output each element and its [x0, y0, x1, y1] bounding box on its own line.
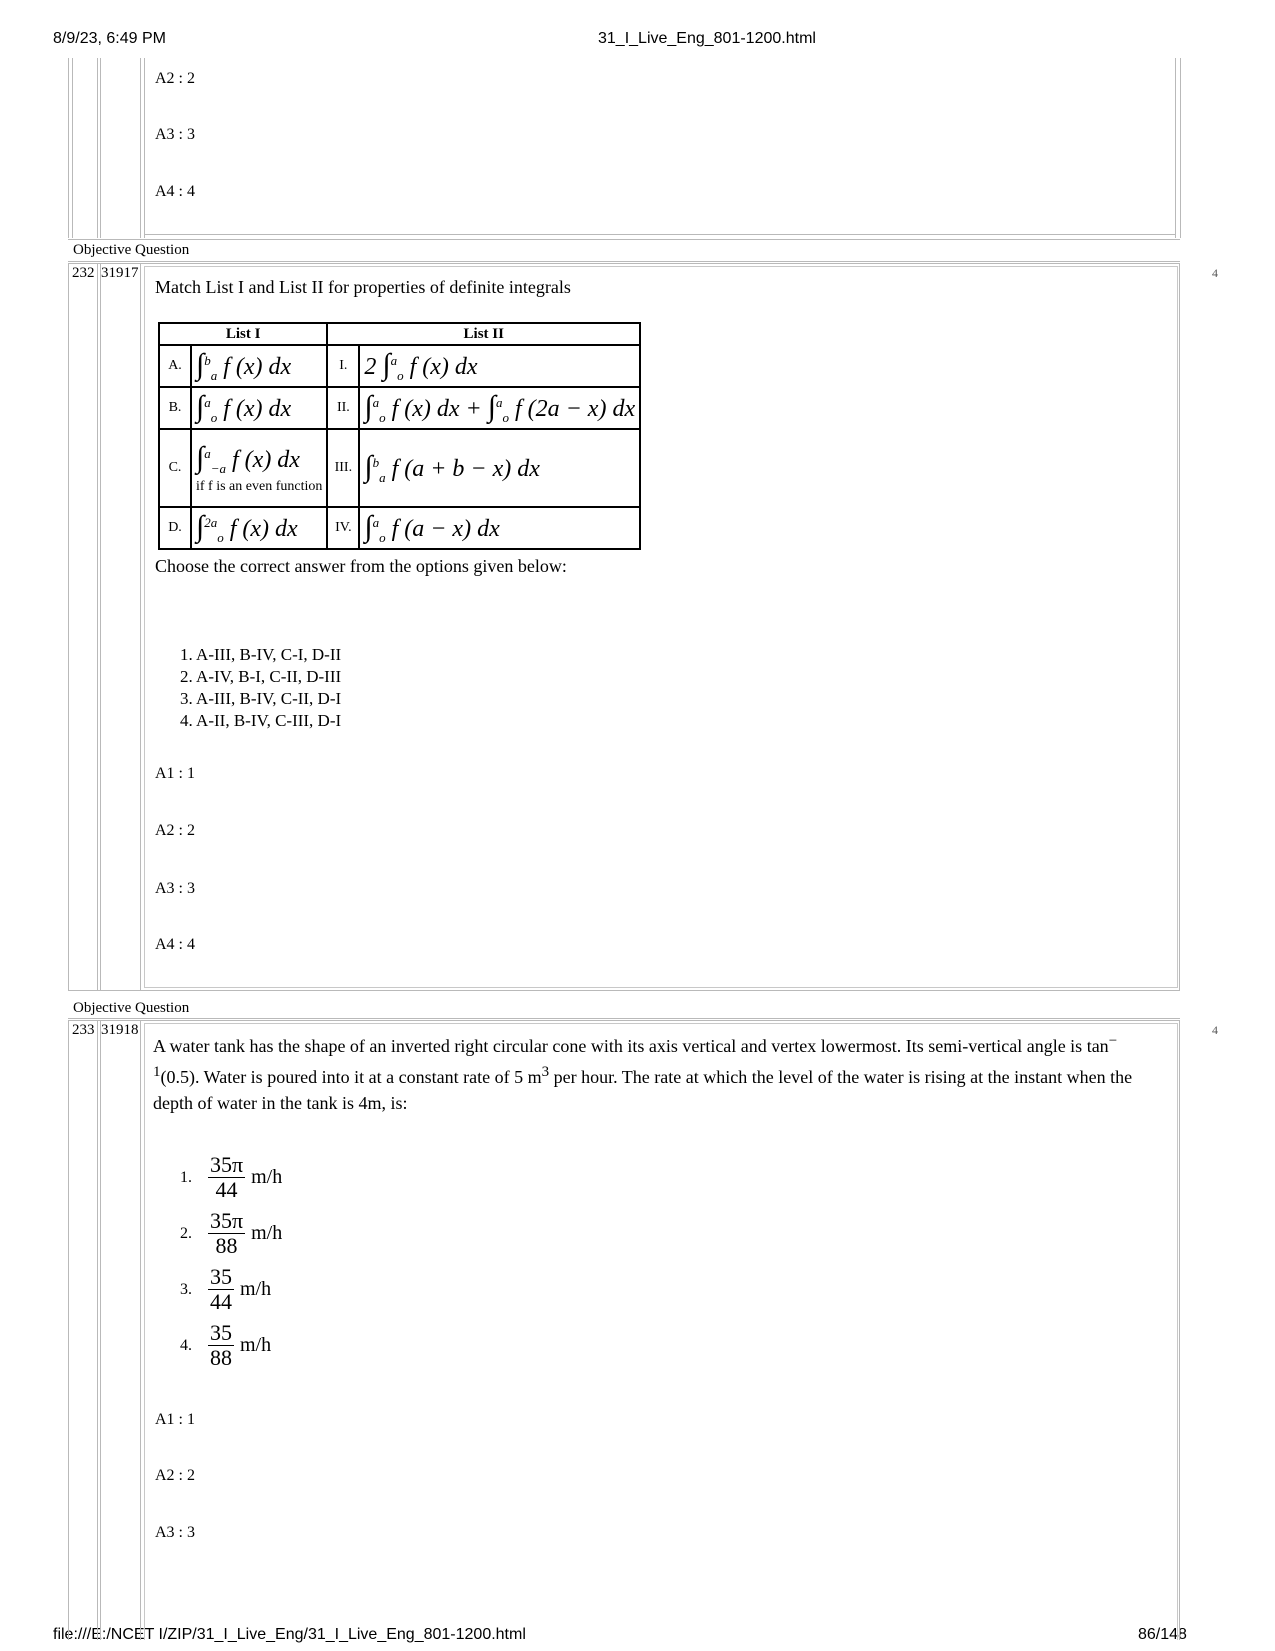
choice-option: 4. A-II, B-IV, C-III, D-I	[180, 711, 342, 730]
integral-expression: ∫$^{2a}_o$ f (x) dx	[191, 507, 327, 549]
print-file-path: file:///E:/NCET I/ZIP/31_I_Live_Eng/31_I_Live_Eng_801-1200.html	[53, 1626, 526, 1643]
answer-option: A2 : 2	[155, 822, 195, 839]
integral-expression: ∫$^a_o$ f (x) dx	[191, 387, 327, 429]
question-id: 31918	[101, 1022, 139, 1038]
row-label: IV.	[327, 507, 359, 549]
integral-expression: ∫$^a_o$ f (x) dx + ∫$^a_o$ f (2a − x) dx	[359, 387, 640, 429]
question-id: 31917	[101, 265, 139, 281]
row-label: I.	[327, 345, 359, 387]
choice-option: 3. $\frac{35}{44}$ m/h	[180, 1264, 272, 1314]
condition-text: if f is an even function	[196, 478, 323, 494]
row-label: II.	[327, 387, 359, 429]
answer-option: A3 : 3	[155, 126, 195, 143]
section-label: Objective Question	[73, 242, 190, 258]
answer-option: A2 : 2	[155, 1467, 195, 1484]
row-label: D.	[159, 507, 191, 549]
answer-option: A2 : 2	[155, 70, 195, 87]
question-text: Match List I and List II for properties of definite integrals	[155, 277, 571, 297]
match-list-table	[158, 322, 641, 550]
integral-expression: ∫$^a_{-a}$ f (x) dx if f is an even function	[191, 429, 327, 507]
section-label: Objective Question	[73, 1000, 190, 1016]
answer-option: A4 : 4	[155, 936, 195, 953]
print-datetime: 8/9/23, 6:49 PM	[53, 30, 166, 47]
instruction-text: Choose the correct answer from the options given below:	[155, 556, 567, 576]
answer-option: A4 : 4	[155, 183, 195, 200]
answer-option: A3 : 3	[155, 880, 195, 897]
answer-option: A1 : 1	[155, 765, 195, 782]
list-1-heading: List I	[159, 323, 327, 345]
row-label: III.	[327, 429, 359, 507]
row-label: A.	[159, 345, 191, 387]
choice-option: 1. A-III, B-IV, C-I, D-II	[180, 645, 342, 664]
choice-option: 2. A-IV, B-I, C-II, D-III	[180, 667, 342, 686]
integral-expression: ∫$^a_o$ f (a − x) dx	[359, 507, 640, 549]
integral-expression: ∫$^b_a$ f (x) dx	[191, 345, 327, 387]
question-serial: 232	[72, 265, 95, 281]
choice-option: 1. $\frac{35\pi}{44}$ m/h	[180, 1152, 283, 1202]
print-page-number: 86/148	[1138, 1626, 1187, 1643]
question-text: A water tank has the shape of an inverted right circular cone with its axis vertical and vertex lowermost. Its semi-vertical angle is tan− $^1$(0.5). Water is poured into it at a constant rate of 5 $m^3$ per hour. The rate at which the level of the water is rising at the instant when the depth of water in the tank is 4m, is:	[153, 1033, 1133, 1113]
answer-option: A3 : 3	[155, 1524, 195, 1541]
row-label: B.	[159, 387, 191, 429]
row-label: C.	[159, 429, 191, 507]
integral-expression: ∫$^b_a$ f (a + b − x) dx	[359, 429, 640, 507]
question-serial: 233	[72, 1022, 95, 1038]
answer-option: A1 : 1	[155, 1411, 195, 1428]
list-2-heading: List II	[327, 323, 640, 345]
print-title: 31_I_Live_Eng_801-1200.html	[598, 30, 816, 47]
choice-option: 3. A-III, B-IV, C-II, D-I	[180, 689, 342, 708]
choice-option: 2. $\frac{35\pi}{88}$ m/h	[180, 1208, 283, 1258]
choice-option: 4. $\frac{35}{88}$ m/h	[180, 1320, 272, 1370]
integral-expression: 2 ∫$^a_o$ f (x) dx	[359, 345, 640, 387]
